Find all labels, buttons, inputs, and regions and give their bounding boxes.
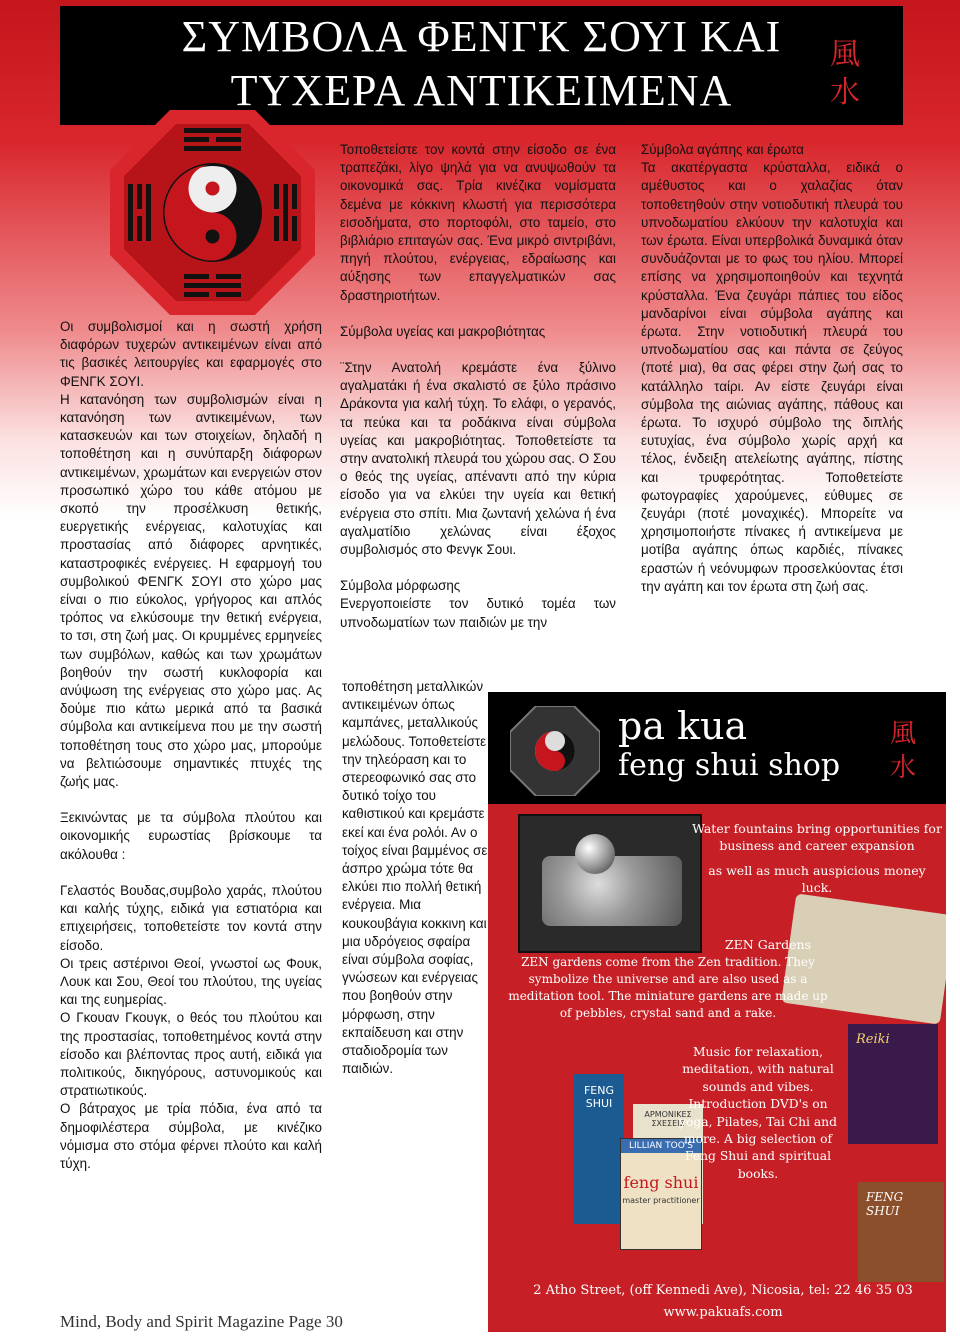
col3-love-body: Τα ακατέργαστα κρύσταλλα, ειδικά ο αμέθυστος και ο χαλαζίας όταν τοποθετηθούν στην νοτιοδυτική πλευρά του υπνοδωματίου ελκύουν την καλοτυχία και των έρωτα. Είναι υπερβολικά δυναμικά όταν συνδυάζονται με το φως του ηλίου. Μπορεί επίσης να χρησιμοποιηθούν και τεχνητά κρύσταλλα. Ένα ζευγάρι πάπιες του είδος μανδαρίνοι είναι σύμβολα αγάπης και έρωτα. Στην νοτιοδυτική πλευρά του υπνοδωματίου σας και πάντα σε ζεύγος (ποτέ μια), θα σας φέρει στην ζωή σας το κατάλληλο ταίρι. Αν είστε ζευγάρι είναι σύμβολα της αιώνιας αγάπης, πάθους και έρωτα. Το ισχυρό σύμβολο της διπλής ευτυχίας, ένα σύμβολο χωρίς αρχή κα τέλος, ένδειξη ατελείωτης αγάπης, πίστης και τρυφερότητας. Τοποθετείστε φωτογραφίες χαρούμενες, εύθυμες σε ζευγάρι (ποτέ μοναχικές). Μπορείτε να χρησιμοποιήστε πίνακες ή αντικείμενα με μοτίβα αγάπης όπως καρδιές, πίνακες εραστών ή νεόνυμφων προσελκύοντας έτσι την αγάπη και τον έρωτα στη ζωή σας. [641,160,903,594]
page-footer: Mind, Body and Spirit Magazine Page 30 [60,1312,343,1331]
ad-fountain-text-2: as well as much auspicious money luck. [708,863,926,895]
book-2-cover: ΑΡΜΟΝΙΚΕΣ ΣΧΕΣΕΙΣ [633,1104,703,1224]
ad-fountain-text: Water fountains bring opportunities for business and career expansion [692,821,942,853]
col2-health-body: ¨Στην Ανατολή κρεμάστε ένα ξύλινο αγαλματάκι ή ένα σκαλιστό σε ξύλο πράσινο Δράκοντα για καλή τύχη. Το ελάφι, ο γερανός, τα πεύκα και τα ροδάκινα είναι σύμβολα υγείας και μακροβιότητας. Τοποθετείστε τα στην ανατολική πλευρά του χώρου σας. Ο Σου ο θεός της υγείας, απέναντι από την κύρια είσοδο για να ελκύει την υγεία και θετική ενέργεια στο σπίτι. Μια ζωντανή χελώνα ή ένα αγαλματίδιο χελώνας είναι έξοχος συμβολισμός στο Φενγκ Σουι. [340,360,616,558]
col1-wealth-intro: Ξεκινώντας με τα σύμβολα πλούτου και οικονομικής ευρωστίας βρίσκουμε τα ακόλουθα : [60,810,322,862]
title-line-2: ΤΥΧΕΡΑ ΑΝΤΙΚΕΙΜΕΝΑ [230,66,733,115]
ad-brand-subtitle: feng shui shop [618,748,841,783]
page-title [60,10,903,118]
col1-star-gods: Οι τρεις αστέρινοι Θεοί, γνωστοί ως Φουκ, Λουκ και Σου, Θεοί του πλούτου, της υγείας και της ευημερίας. [60,955,322,1008]
ad-website: www.pakuafs.com [663,1305,783,1320]
column-3 [641,141,903,596]
ad-logo-icon [883,712,923,782]
book-3-cover: LILLIAN TOO'S feng shui master practitioner [620,1138,702,1250]
col2-education-heading: Σύμβολα μόρφωσης [340,578,461,594]
ad-zen-text: ZEN gardens come from the Zen tradition. They symbolize the universe and are also used as a meditation tool. The miniature gardens are made up of pebbles, crystal sand and a rake. [508,955,828,1020]
ad-bagua-icon [510,706,600,796]
feng-shui-book-image: FENG SHUI [858,1182,944,1282]
col1-body: Η κατανόηση των συμβολισμών είναι η κατανόηση των αντικειμένων, των κατασκευών και των στοιχείων, δηλαδή η τοποθέτηση και η συνύπαρξη διάφορων αντικειμένων, χρωμάτων και ενεργειών στον προσωπικό χώρο του κάθε ατόμου με σκοπό την προσέλκυση θετικής, ευεργετικής ενέργειας, καλοτυχίας και προστασίας από διάφορες αρνητικές, καταστροφικές ενέργειες. Η εφαρμογή του συμβολικού ΦΕΝΓΚ ΣΟΥΙ στο χώρο μας είναι ο πιο εύκολος, γρήγορος και απλός τρόπος να ελκύσουμε την θετική ενέργεια, το τσι, στη ζωή μας. Οι κρυμμένες ερμηνείες των συμβόλων, καθώς και των χρωμάτων βοηθούν την σωστή κυκλοφορία και ανύψωση της ενέργειας στο χώρο μας. Ας δούμε πιο κάτω μερικά από τα βασικά σύμβολα και αντικείμενα που με την σωστή τοποθέτηση τους στο χώρο μας, μπορούμε να βελτιώσουμε σημαντικές πτυχές της ζωής μας. [60,391,322,790]
column-2 [340,141,616,632]
col1-frog: Ο βάτραχος με τρία πόδια, ένα από τα δημοφιλέστερα σύμβολα, με κινέζικο νόμισμα στο στόμα φέρνει πλούτο και καλή τύχη. [60,1101,322,1171]
col1-intro: Οι συμβολισμοί και η σωστή χρήση διαφόρων τυχερών αντικειμένων είναι από τις βασικές λειτουργίες και εφαρμογές στο ΦΕΝΓΚ ΣΟΥΙ. [60,319,322,389]
ad-address: 2 Atho Street, (off Kennedi Ave), Nicosia, tel: 22 46 35 03 [533,1283,913,1298]
svg-text:水: 水 [889,753,917,782]
col1-buddha: Γελαστός Βουδας,συμβολο χαράς, πλούτου και καλής τύχης, ειδικά για εστιατόρια και επιχειρήσεις, τοποθετείστε τον κοντά στην είσοδο. [60,882,322,953]
col2-fountain: Τοποθετείστε τον κοντά στην είσοδο σε ένα τραπεζάκι, λίγο ψηλά για να ανυψωθούν τα οικονομικά σας. Τρία κινέζικα νομίσματα δεμένα με κόκκινη κλωστή για περισσότερα εισοδήματα, στο πορτοφόλι, στο ταμείο, στο βιβλιάριο επιταγών σας. Ένα μικρό σιντριβάνι, πηγή πλούτου, ενέργειας, εδραίωσης και αύξησης των επαγγελματικών σας δραστηριοτήτων. [340,142,616,303]
ad-music-text: Music for relaxation, meditation, with natural sounds and vibes. Introduction DVD's on yoga, Pilates, Tai Chi and more. A big selection of Feng Shui and spiritual books. [679,1045,837,1181]
column-2-narrow [342,678,492,1078]
reiki-book-image: Reiki [848,1024,938,1144]
ad-zen-title: ZEN Gardens [725,937,811,952]
col2-education-intro: Ενεργοποιείστε τον δυτικό τομέα των υπνοδωματίων των παιδιών με την [340,596,616,630]
book-1-cover: FENG SHUI [574,1074,624,1224]
col2-health-heading: Σύμβολα υγείας και μακροβιότητας [340,323,546,339]
ad-brand-name: pa kua [618,704,748,748]
feng-shui-logo-icon [812,28,878,108]
logo-glyph-1: 風 [830,37,860,72]
svg-text:風: 風 [889,719,917,749]
pa-kua-advertisement [488,692,946,1332]
column-1 [60,318,322,1173]
bagua-mirror-icon [110,110,315,315]
title-line-1: ΣΥΜΒΟΛΑ ΦΕΝΓΚ ΣΟΥΙ ΚΑΙ [181,12,782,61]
col1-guan-gung: Ο Γκουαν Γκουγκ, ο θεός του πλούτου και της προστασίας, τοποθετημένος κοντά στην είσοδο και βλέποντας προς αυτή, ειδικά για πολιτικούς, δικηγόρους, αστυνομικούς και στρατιωτικούς. [60,1010,322,1099]
fountain-image [518,814,702,953]
col3-love-heading: Σύμβολα αγάπης και έρωτα [641,142,804,157]
col2-education-body: τοποθέτηση μεταλλικών αντικειμένων όπως καμπάνες, μεταλλικούς μελώδους. Τοποθετείστε την τηλεόραση και το στερεοφωνικό σας στο δυτικό τοίχο του καθιστικού και κρεμάστε εκεί και ένα ρολόι. Αν ο τοίχος είναι βαμμένος σε άσπρο χρώμα τότε θα ελκύει πιο πολλή θετική ενέργεια. Μια κουκουβάγια κοκκινη και μια υδρόγειος σφαίρα είναι σύμβολα σοφίας, γνώσεων και ενέργειας που βοηθούν στην μόρφωση, στην εκπαίδευση και στην σταδιοδρομία των παιδιών. [342,679,488,1077]
logo-glyph-2: 水 [830,75,860,108]
